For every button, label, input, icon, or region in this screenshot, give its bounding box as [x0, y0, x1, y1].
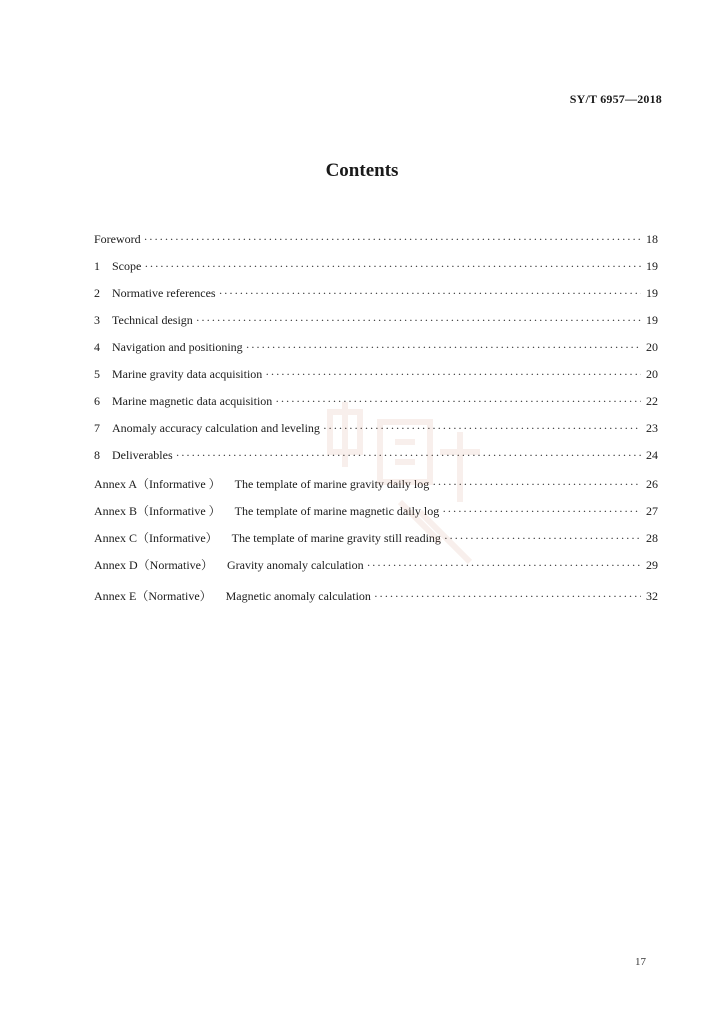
toc-entry-page: 28 — [646, 531, 658, 545]
toc-entry-page: 23 — [646, 421, 658, 435]
toc-entry-page: 18 — [646, 232, 658, 246]
toc-entry-number: 6 — [94, 394, 100, 408]
toc-entry-page: 29 — [646, 558, 658, 572]
toc-entry-number: 2 — [94, 286, 100, 300]
toc-entry-number: 4 — [94, 340, 100, 354]
toc-entry[interactable] — [94, 313, 658, 340]
toc-entry[interactable] — [94, 394, 658, 421]
dot-leader — [432, 477, 641, 492]
toc-entry-annex: Annex A（Informative ） — [94, 477, 221, 491]
toc-entry[interactable] — [94, 340, 658, 367]
toc-entry-title: Foreword — [94, 232, 141, 246]
toc-entry[interactable] — [94, 587, 658, 614]
toc-entry[interactable] — [94, 556, 658, 583]
toc-entry-title: Gravity anomaly calculation — [226, 558, 364, 572]
toc-entry[interactable] — [94, 475, 658, 502]
toc-entry-annex: Annex C（Informative） — [94, 531, 218, 545]
toc-entry[interactable] — [94, 232, 658, 259]
toc-entry-title: The template of marine gravity still reading — [231, 531, 441, 545]
toc-entry-title: Deliverables — [112, 448, 173, 462]
dot-leader — [176, 448, 641, 463]
toc-entry-page: 20 — [646, 340, 658, 354]
toc-entry[interactable] — [94, 367, 658, 394]
page-number: 17 — [635, 956, 646, 968]
toc-entry-page: 19 — [646, 286, 658, 300]
toc-entry-page: 20 — [646, 367, 658, 381]
toc-entry-page: 24 — [646, 448, 658, 462]
toc-entry-title: Marine gravity data acquisition — [112, 367, 263, 381]
toc-entry[interactable] — [94, 502, 658, 529]
dot-leader — [444, 531, 641, 546]
toc-entry-number: 8 — [94, 448, 100, 462]
toc-entry-title: Scope — [112, 259, 142, 273]
toc-entry-annex: Annex E（Normative） — [94, 589, 212, 603]
toc-entry-title: Navigation and positioning — [112, 340, 243, 354]
toc-entry-number: 3 — [94, 313, 100, 327]
dot-leader — [265, 367, 641, 382]
toc-entry-annex: Annex B（Informative ） — [94, 504, 221, 518]
toc-entry-number: 7 — [94, 421, 100, 435]
toc-entry-title: Technical design — [112, 313, 193, 327]
toc-entry-page: 32 — [646, 589, 658, 603]
toc-entry[interactable] — [94, 286, 658, 313]
dot-leader — [246, 340, 641, 355]
toc-entry[interactable] — [94, 421, 658, 448]
page-title: Contents — [325, 160, 399, 181]
toc-entry-title: Normative references — [112, 286, 216, 300]
toc-entry-page: 19 — [646, 313, 658, 327]
toc-entry-title: Anomaly accuracy calculation and leveling — [112, 421, 320, 435]
toc-entry-title: The template of marine gravity daily log — [234, 477, 430, 491]
toc-entry-title: The template of marine magnetic daily log — [234, 504, 440, 518]
toc-entry-page: 27 — [646, 504, 658, 518]
toc-entry-title: Magnetic anomaly calculation — [225, 589, 371, 603]
toc-entry-page: 22 — [646, 394, 658, 408]
dot-leader — [196, 313, 641, 328]
dot-leader — [144, 259, 641, 274]
dot-leader — [367, 558, 641, 573]
toc-entry-number: 5 — [94, 367, 100, 381]
table-of-contents — [94, 232, 658, 614]
toc-entry[interactable] — [94, 529, 658, 556]
toc-entry-number: 1 — [94, 259, 100, 273]
toc-entry[interactable] — [94, 448, 658, 475]
toc-entry-page: 26 — [646, 477, 658, 491]
toc-entry-title: Marine magnetic data acquisition — [112, 394, 273, 408]
dot-leader — [275, 394, 641, 409]
dot-leader — [442, 504, 641, 519]
dot-leader — [144, 232, 641, 247]
toc-entry[interactable] — [94, 259, 658, 286]
dot-leader — [374, 589, 641, 604]
dot-leader — [219, 286, 641, 301]
toc-entry-page: 19 — [646, 259, 658, 273]
toc-entry-annex: Annex D（Normative） — [94, 558, 213, 572]
dot-leader — [323, 421, 641, 436]
standard-code: SY/T 6957—2018 — [569, 92, 662, 106]
